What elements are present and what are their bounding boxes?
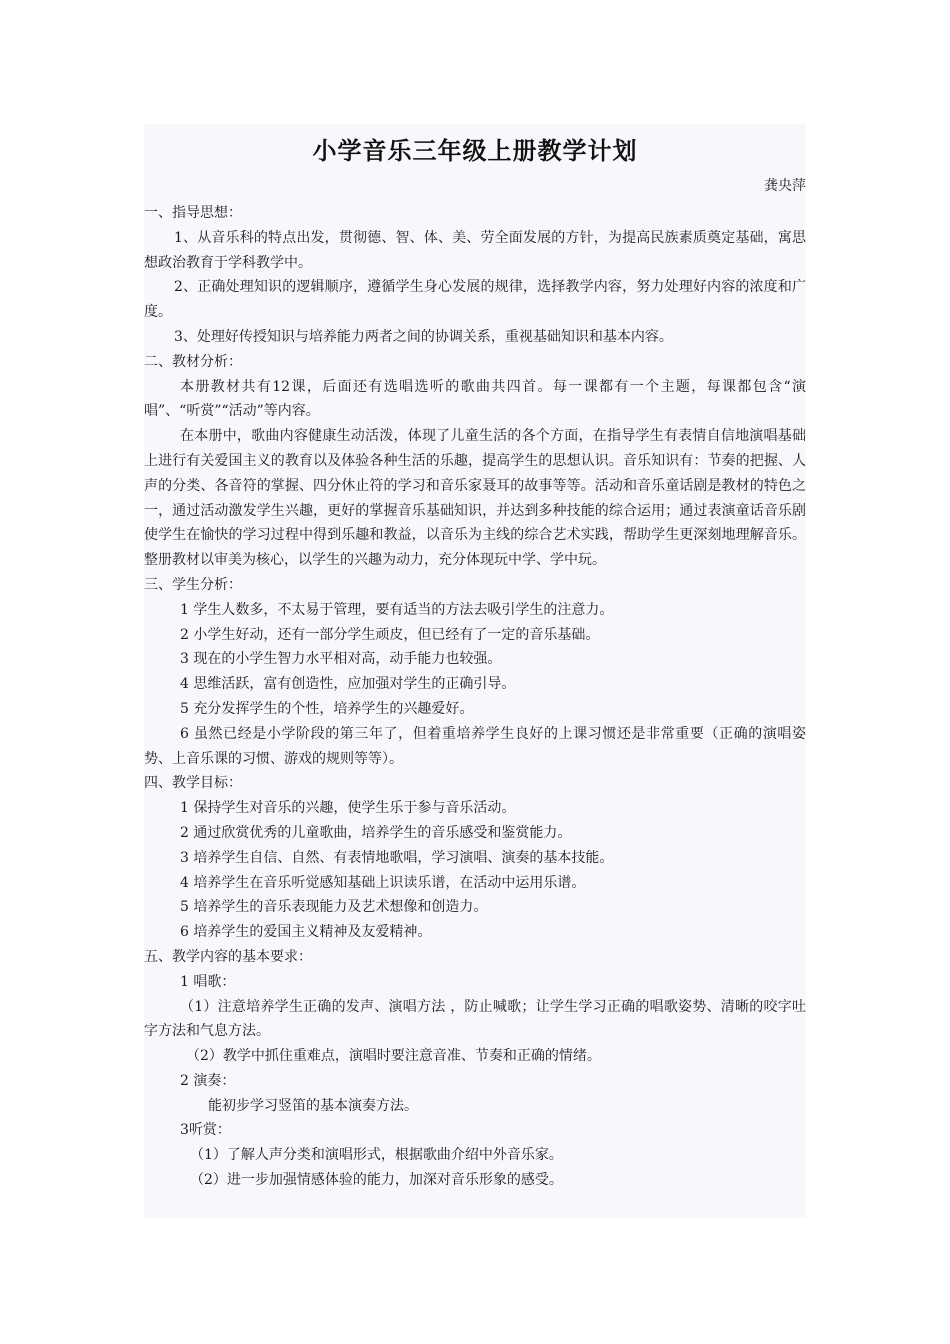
paragraph: 3 培养学生自信、自然、有表情地歌唱，学习演唱、演奏的基本技能。 bbox=[180, 849, 614, 866]
document-title: 小学音乐三年级上册教学计划 bbox=[312, 136, 638, 165]
paragraph: 5 充分发挥学生的个性，培养学生的兴趣爱好。 bbox=[180, 700, 474, 717]
section-heading: 五、教学内容的基本要求： bbox=[144, 948, 312, 965]
section-heading: 四、教学目标： bbox=[144, 775, 242, 792]
document-page bbox=[144, 124, 806, 1218]
paragraph: （1）注意培养学生正确的发声、演唱方法 ，防止喊歌；让学生学习正确的唱歌姿势、清晰的咬字吐字方法和气息方法。 bbox=[144, 998, 806, 1040]
paragraph: 2 通过欣赏优秀的儿童歌曲，培养学生的音乐感受和鉴赏能力。 bbox=[180, 824, 572, 841]
document-author: 龚央萍 bbox=[764, 178, 806, 194]
paragraph: 2 小学生好动，还有一部分学生顽皮，但已经有了一定的音乐基础。 bbox=[180, 626, 600, 643]
section-heading: 二、教材分析： bbox=[144, 353, 242, 370]
paragraph: 1 唱歌： bbox=[180, 973, 236, 990]
paragraph: 6 虽然已经是小学阶段的第三年了，但着重培养学生良好的上课习惯还是非常重要（正确的演唱姿势、上音乐课的习惯、游戏的规则等等）。 bbox=[144, 725, 806, 767]
paragraph: 4 思维活跃，富有创造性，应加强对学生的正确引导。 bbox=[180, 676, 516, 693]
paragraph: 1、从音乐科的特点出发，贯彻德、智、体、美、劳全面发展的方针，为提高民族素质奠定基础，寓思想政治教育于学科教学中。 bbox=[144, 229, 806, 271]
paragraph: 1 学生人数多，不太易于管理，要有适当的方法去吸引学生的注意力。 bbox=[180, 601, 614, 618]
paragraph: （1）了解人声分类和演唱形式，根据歌曲介绍中外音乐家。 bbox=[190, 1147, 563, 1164]
paragraph: （2）教学中抓住重难点，演唱时要注意音准、节奏和正确的情绪。 bbox=[186, 1048, 601, 1065]
paragraph: 5 培养学生的音乐表现能力及艺术想像和创造力。 bbox=[180, 899, 488, 916]
section-heading: 三、学生分析： bbox=[144, 576, 242, 593]
paragraph: 2 演奏： bbox=[180, 1072, 236, 1089]
paragraph: 本册教材共有12课，后面还有选唱选听的歌曲共四首。每一课都有一个主题，每课都包含“演唱”、“听赏”“活动”等内容。 bbox=[144, 378, 806, 420]
paragraph: 在本册中，歌曲内容健康生动活泼，体现了儿童生活的各个方面，在指导学生有表情自信地演唱基础上进行有关爱国主义的教育以及体验各种生活的乐趣，提高学生的思想认识。音乐知识有：节奏的把握、人声的分类、各音符的掌握、四分休止符的学习和音乐家聂耳的故事等等。活动和音乐童话剧是教材的特色之一，通过活动激发学生兴趣，更好的掌握音乐基础知识，并达到多种技能的综合运用；通过表演童话音乐剧使学生在愉快的学习过程中得到乐趣和教益，以音乐为主线的综合艺术实践，帮助学生更深刻地理解音乐。整册教材以审美为核心，以学生的兴趣为动力，充分体现玩中学、学中玩。 bbox=[144, 428, 806, 569]
section-heading: 一、指导思想： bbox=[144, 205, 242, 221]
paragraph: 2、正确处理知识的逻辑顺序，遵循学生身心发展的规律，选择教学内容，努力处理好内容的浓度和广度。 bbox=[144, 279, 806, 321]
paragraph: 3 现在的小学生智力水平相对高，动手能力也较强。 bbox=[180, 651, 502, 668]
paragraph: 4 培养学生在音乐听觉感知基础上识读乐谱，在活动中运用乐谱。 bbox=[180, 874, 586, 891]
paragraph: 3听赏： bbox=[180, 1122, 231, 1139]
paragraph: 3、处理好传授知识与培养能力两者之间的协调关系，重视基础知识和基本内容。 bbox=[174, 328, 673, 345]
paragraph: （2）进一步加强情感体验的能力，加深对音乐形象的感受。 bbox=[190, 1172, 563, 1189]
paragraph: 1 保持学生对音乐的兴趣，使学生乐于参与音乐活动。 bbox=[180, 800, 516, 817]
paragraph: 6 培养学生的爱国主义精神及友爱精神。 bbox=[180, 924, 432, 941]
document-body bbox=[144, 201, 806, 1193]
paragraph: 能初步学习竖笛的基本演奏方法。 bbox=[208, 1097, 418, 1114]
